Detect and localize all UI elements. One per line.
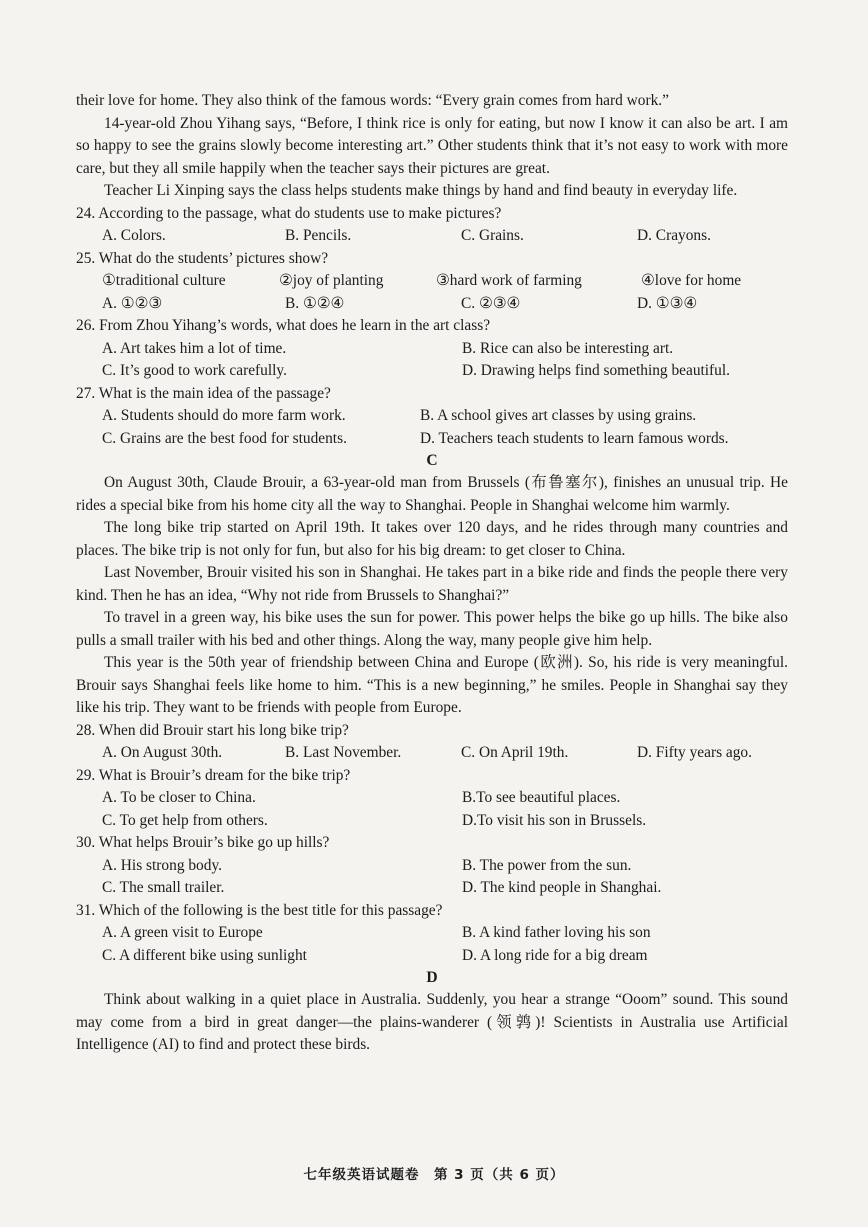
- page-content: [76, 90, 788, 1057]
- option-a: A. To be closer to China.: [102, 789, 256, 806]
- item-4: ④love for home: [641, 272, 742, 289]
- options-28: [102, 742, 788, 765]
- options-31: [102, 922, 788, 967]
- passage-c-paragraph: To travel in a green way, his bike uses the sun for power. This power helps the bike go up hills. The bike also pulls a small trailer with his bed and other things. Along the way, many people give him help.: [76, 609, 788, 649]
- option-c: C. To get help from others.: [102, 811, 268, 829]
- options-26: [102, 338, 788, 383]
- passage-b-paragraph: 14-year-old Zhou Yihang says, “Before, I think rice is only for eating, but now I know it can also be art. I am so happy to see the grains slowly become interesting art.” Other students think that it’s not easy to work with more care, but they all smile happily when the teacher says their pictures are great.: [76, 114, 788, 177]
- options-27: [102, 405, 788, 450]
- passage-d-paragraph: Think about walking in a quiet place in Australia. Suddenly, you hear a strange “Ooom” sound. This sound may come from a bird in great danger—the plains-wanderer (领鹑)! Scientists in Australia use Artificial Intelligence (AI) to find and protect these birds.: [76, 991, 788, 1053]
- page-footer: 七年级英语试题卷 第 3 页（共 6 页）: [303, 1167, 565, 1183]
- option-b: B.To see beautiful places.: [462, 789, 621, 806]
- option-a: A. Art takes him a lot of time.: [102, 339, 287, 357]
- section-c-heading: C: [426, 452, 438, 469]
- item-2: ②joy of planting: [279, 272, 384, 289]
- option-b: B. A kind father loving his son: [462, 924, 651, 941]
- option-c: C. The small trailer.: [102, 879, 225, 896]
- items-25: [102, 270, 788, 293]
- question-24: 24. According to the passage, what do students use to make pictures?: [76, 204, 502, 222]
- option-c: C. On April 19th.: [461, 744, 569, 761]
- options-24: [102, 225, 788, 248]
- passage-c-paragraph: The long bike trip started on April 19th. It takes over 120 days, and he rides through many countries and places. The bike trip is not only for fun, but also for his big dream: to get closer to China.: [76, 519, 788, 559]
- option-c: C. Grains.: [461, 227, 524, 244]
- option-d: D. A long ride for a big dream: [462, 946, 648, 964]
- question-25: 25. What do the students’ pictures show?: [76, 249, 329, 267]
- question-27: 27. What is the main idea of the passage?: [76, 384, 331, 402]
- option-a: A. Students should do more farm work.: [102, 407, 346, 424]
- question-30: 30. What helps Brouir’s bike go up hills?: [76, 834, 330, 851]
- option-d: D.To visit his son in Brussels.: [462, 811, 647, 829]
- passage-c-paragraph: Last November, Brouir visited his son in Shanghai. He takes part in a bike ride and finds the people there very kind. Then he has an idea, “Why not ride from Brussels to Shanghai?”: [76, 564, 788, 604]
- option-d: D. ①③④: [637, 294, 698, 312]
- option-d: D. Drawing helps find something beautiful.: [462, 362, 731, 379]
- section-d-heading: D: [426, 969, 438, 986]
- option-a: A. A green visit to Europe: [102, 924, 263, 941]
- option-b: B. Pencils.: [285, 227, 352, 244]
- option-b: B. ①②④: [285, 294, 345, 312]
- option-d: D. The kind people in Shanghai.: [462, 879, 662, 896]
- option-d: D. Crayons.: [637, 227, 711, 244]
- option-d: D. Teachers teach students to learn famous words.: [420, 429, 729, 447]
- option-c: C. It’s good to work carefully.: [102, 362, 287, 379]
- options-30: [102, 855, 788, 900]
- passage-c-paragraph: This year is the 50th year of friendship between China and Europe (欧洲). So, his ride is very meaningful. Brouir says Shanghai feels like home to him. “This is a new beginning,” he smiles. People in Shanghai say they like his trip. They want to be friends with people from Europe.: [76, 654, 788, 716]
- option-c: C. Grains are the best food for students.: [102, 429, 347, 447]
- option-b: B. The power from the sun.: [462, 856, 632, 874]
- question-31: 31. Which of the following is the best title for this passage?: [76, 901, 443, 919]
- passage-c-paragraph: On August 30th, Claude Brouir, a 63-year-old man from Brussels (布鲁塞尔), finishes an unusual trip. He rides a special bike from his home city all the way to Shanghai. People in Shanghai welcome him warmly.: [76, 474, 788, 514]
- option-a: A. Colors.: [102, 227, 166, 244]
- option-a: A. ①②③: [102, 294, 163, 312]
- option-a: A. His strong body.: [102, 856, 222, 874]
- option-b: B. A school gives art classes by using grains.: [420, 407, 697, 424]
- question-29: 29. What is Brouir’s dream for the bike trip?: [76, 766, 351, 784]
- option-c: C. ②③④: [461, 294, 521, 312]
- question-28: 28. When did Brouir start his long bike trip?: [76, 721, 349, 739]
- passage-b-paragraph: Teacher Li Xinping says the class helps students make things by hand and find beauty in everyday life.: [104, 182, 738, 199]
- passage-b-paragraph: their love for home. They also think of the famous words: “Every grain comes from hard work.”: [76, 92, 669, 109]
- item-3: ③hard work of farming: [436, 272, 582, 289]
- item-1: ①traditional culture: [102, 272, 226, 289]
- option-b: B. Last November.: [285, 744, 402, 761]
- options-25: [102, 293, 788, 316]
- option-d: D. Fifty years ago.: [637, 744, 752, 761]
- option-a: A. On August 30th.: [102, 744, 223, 761]
- options-29: [102, 787, 788, 832]
- option-b: B. Rice can also be interesting art.: [462, 339, 674, 357]
- question-26: 26. From Zhou Yihang’s words, what does he learn in the art class?: [76, 317, 491, 334]
- option-c: C. A different bike using sunlight: [102, 946, 307, 964]
